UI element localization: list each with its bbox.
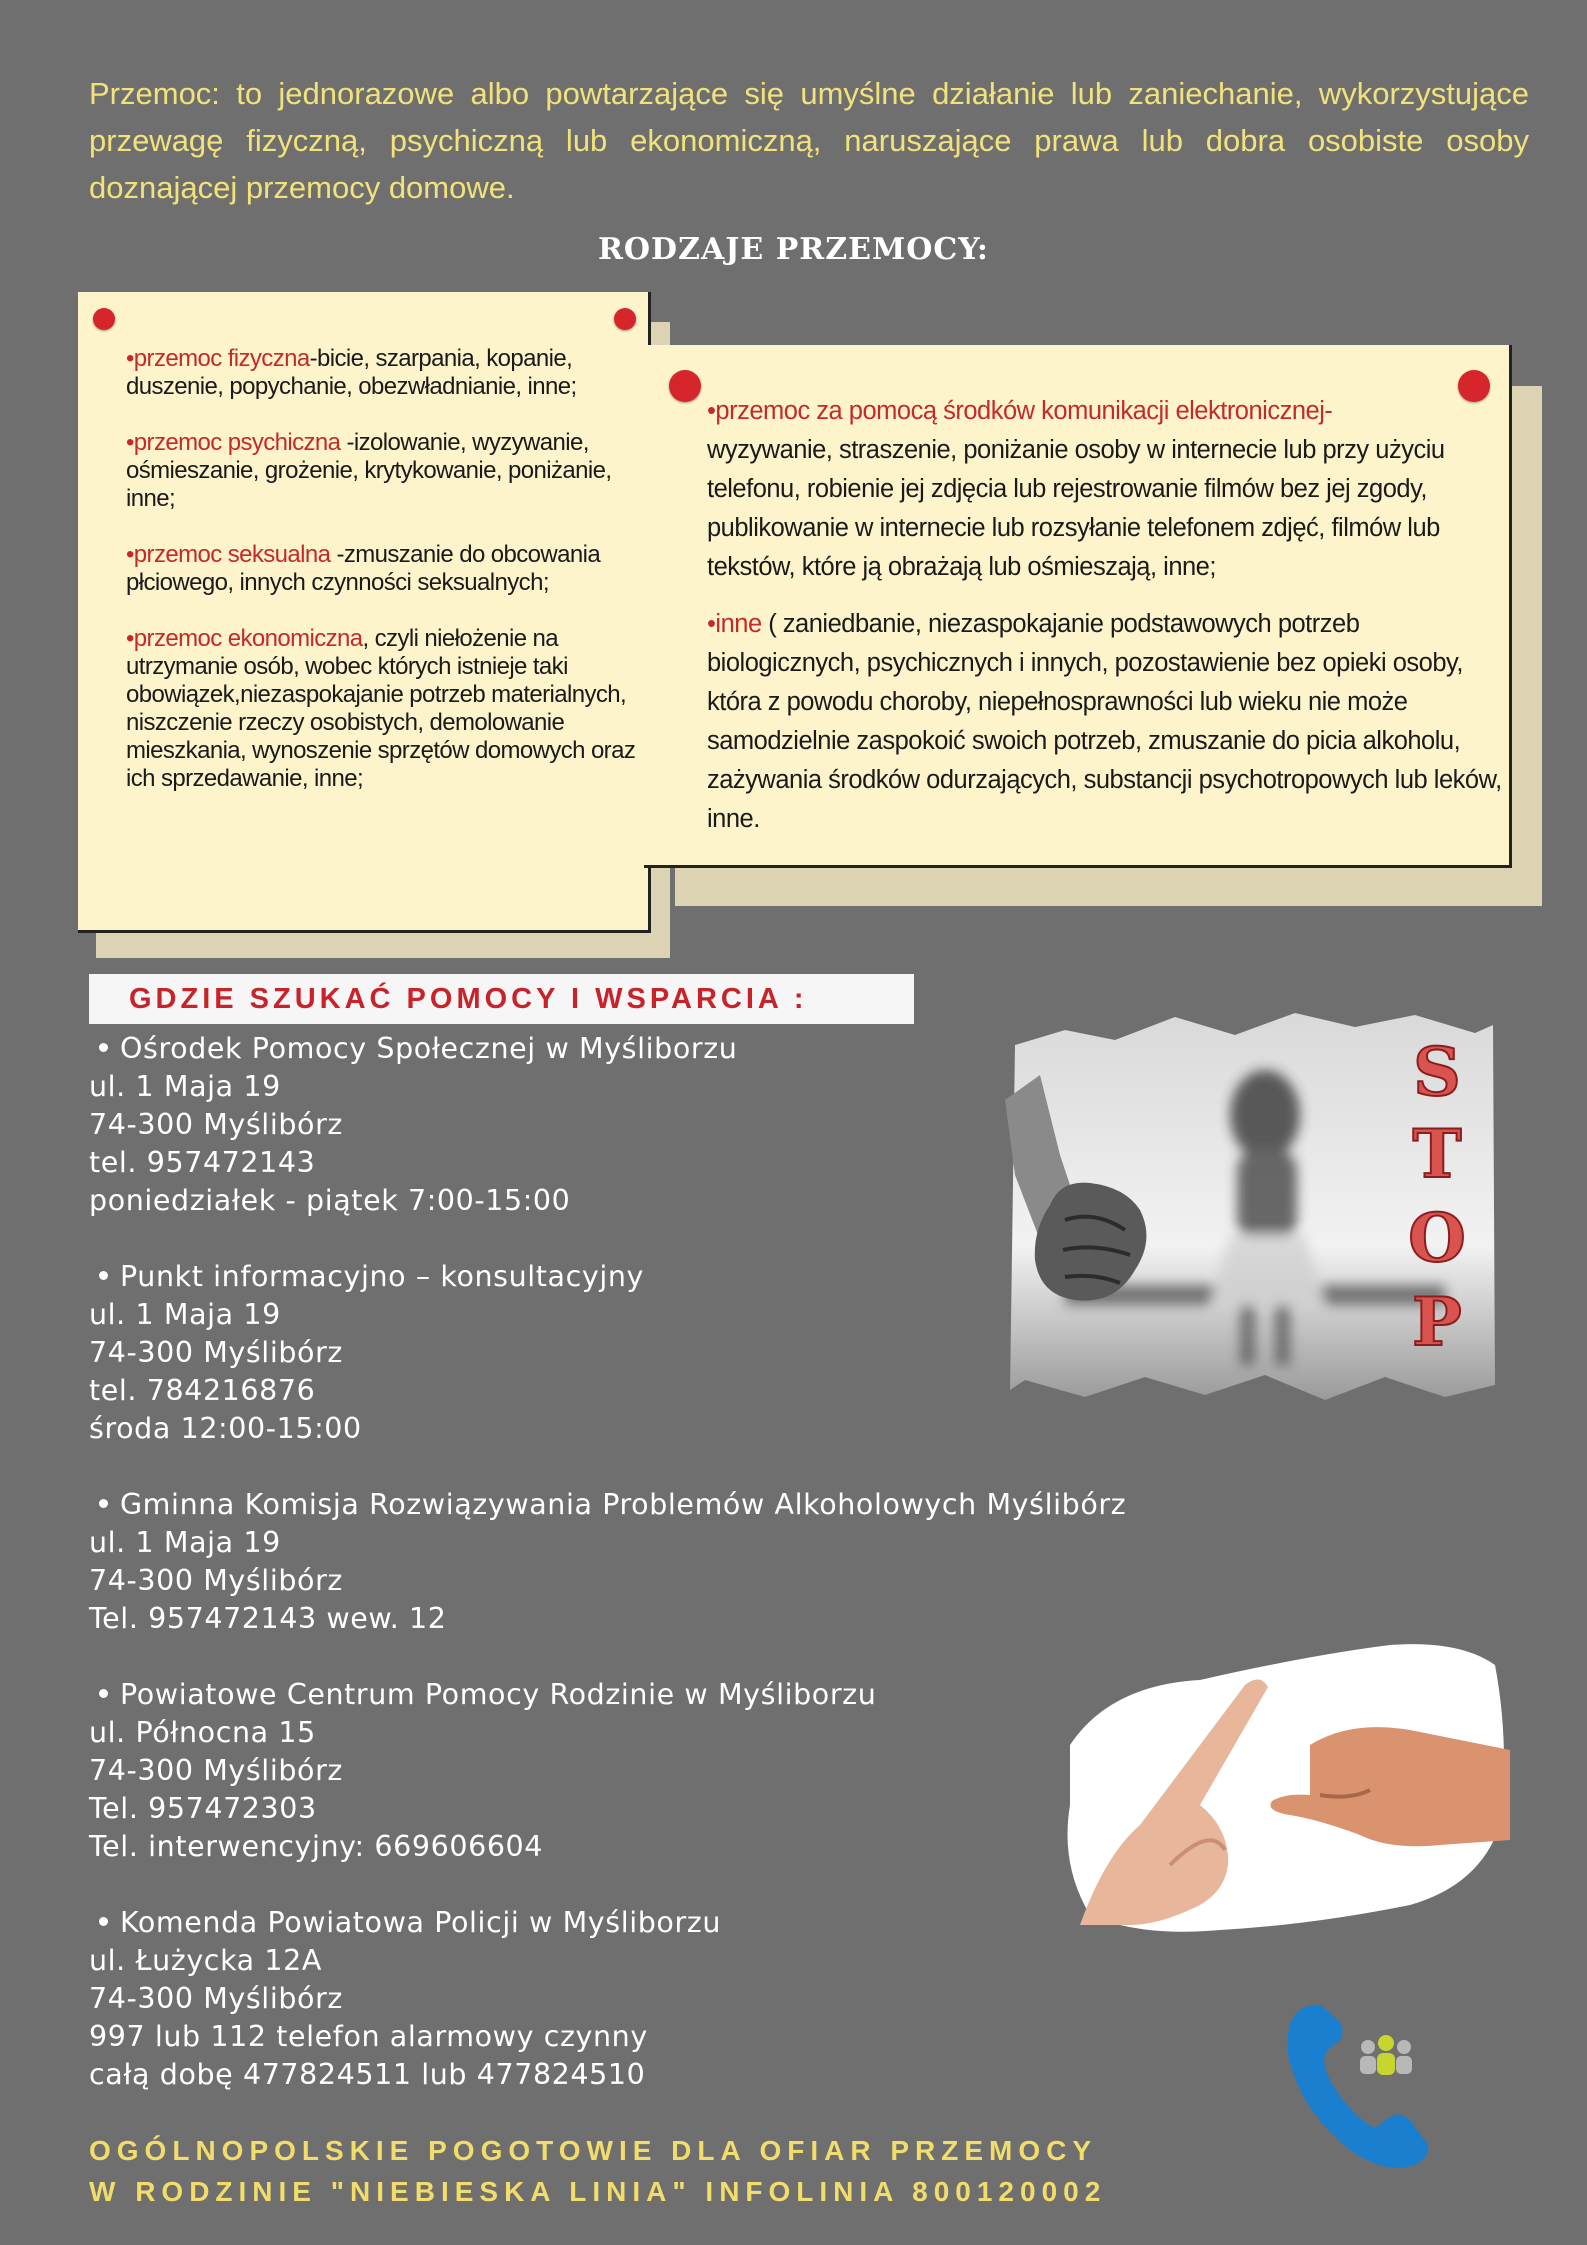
stop-letter: O [1408, 1199, 1466, 1277]
pin-icon [93, 308, 115, 330]
pin-icon [614, 308, 636, 330]
stop-hand-image [1050, 1625, 1510, 1945]
note-right-text [707, 392, 1507, 857]
contact-item: Punkt informacyjno – konsultacyjny ul. 1 Maja 19 74-300 Myślibórz tel. 784216876 środa 12:00-15:00 [89, 1260, 645, 1445]
bullet-icon [99, 1499, 108, 1508]
violence-type-economic: •przemoc ekonomiczna, czyli niełożenie na utrzymanie osób, wobec których istnieje taki obowiązek,niezaspokajanie potrzeb materialnych, niszczenie rzeczy osobistych, demolowanie mieszkania, wynoszenie sprzętów domowych oraz ich sprzedawanie, inne; [126, 625, 636, 792]
violence-type-psychological: •przemoc psychiczna -izolowanie, wyzywanie, ośmieszanie, grożenie, krytykowanie, poniżanie, inne; [126, 429, 612, 512]
note-left-text [126, 345, 656, 821]
bullet-icon [99, 1689, 108, 1698]
violence-type-physical: •przemoc fizyczna-bicie, szarpania, kopanie, duszenie, popychanie, obezwładnianie, inne; [126, 345, 577, 400]
bullet-icon [99, 1917, 108, 1926]
bullet-icon [99, 1271, 108, 1280]
stop-letter: S [1413, 1033, 1461, 1111]
violence-type-electronic: •przemoc za pomocą środków komunikacji elektronicznej- wyzywanie, straszenie, poniżanie osoby w internecie lub przy użyciu telefonu, robienie jej zdjęcia lub rejestrowanie filmów bez jej zgody, publikowanie w internecie lub rozsyłanie telefonem zdjęć, filmów lub tekstów, które ją obrażają lub ośmieszają, inne; [707, 397, 1445, 581]
people-icon [1360, 2035, 1412, 2075]
bullet-icon [99, 1043, 108, 1052]
pin-icon [669, 370, 701, 402]
contact-item: Komenda Powiatowa Policji w Myśliborzu ul. Łużycka 12A 74-300 Myślibórz 997 lub 112 telefon alarmowy czynny całą dobę 477824511 lub 477824510 [89, 1906, 722, 2091]
violence-type-other: •inne ( zaniedbanie, niezaspokajanie podstawowych potrzeb biologicznych, psychicznych i innych, pozostawienie bez opieki osoby, która z powodu choroby, niepełnosprawności lub wieku nie może samodzielnie zaspokoić swoich potrzeb, zmuszanie do picia alkoholu, zażywania środków odurzających, substancji psychotropowych lub leków, inne. [707, 610, 1502, 833]
footer-line-1: OGÓLNOPOLSKIE POGOTOWIE DLA OFIAR PRZEMOCY [89, 2135, 1098, 2166]
intro-definition: Przemoc: to jednorazowe albo powtarzające się umyślne działanie lub zaniechanie, wykorzystujące przewagę fizyczną, psychiczną lub ekonomiczną, naruszające prawa lub dobra osobiste osoby doznającej przemocy domowe. [89, 76, 1529, 205]
contact-item: Powiatowe Centrum Pomocy Rodzinie w Myśliborzu ul. Północna 15 74-300 Myślibórz Tel. 957472303 Tel. interwencyjny: 669606604 [89, 1678, 877, 1863]
violence-type-sexual: •przemoc seksualna -zmuszanie do obcowania płciowego, innych czynności seksualnych; [126, 541, 601, 596]
contact-item: Gminna Komisja Rozwiązywania Problemów Alkoholowych Myślibórz ul. 1 Maja 19 74-300 Myślibórz Tel. 957472143 wew. 12 [89, 1488, 1127, 1635]
stop-violence-image [1005, 1005, 1500, 1405]
stop-letter: P [1412, 1283, 1462, 1361]
stop-letter: T [1412, 1115, 1462, 1193]
footer-line-2: W RODZINIE "NIEBIESKA LINIA" INFOLINIA 800120002 [89, 2176, 1107, 2207]
help-section-title: GDZIE SZUKAĆ POMOCY I WSPARCIA : [89, 974, 914, 1024]
contact-item: Ośrodek Pomocy Społecznej w Myśliborzu ul. 1 Maja 19 74-300 Myślibórz tel. 957472143 poniedziałek - piątek 7:00-15:00 [89, 1032, 738, 1217]
section-title: RODZAJE PRZEMOCY: [597, 232, 990, 267]
footer-helpline [89, 2130, 1389, 2212]
